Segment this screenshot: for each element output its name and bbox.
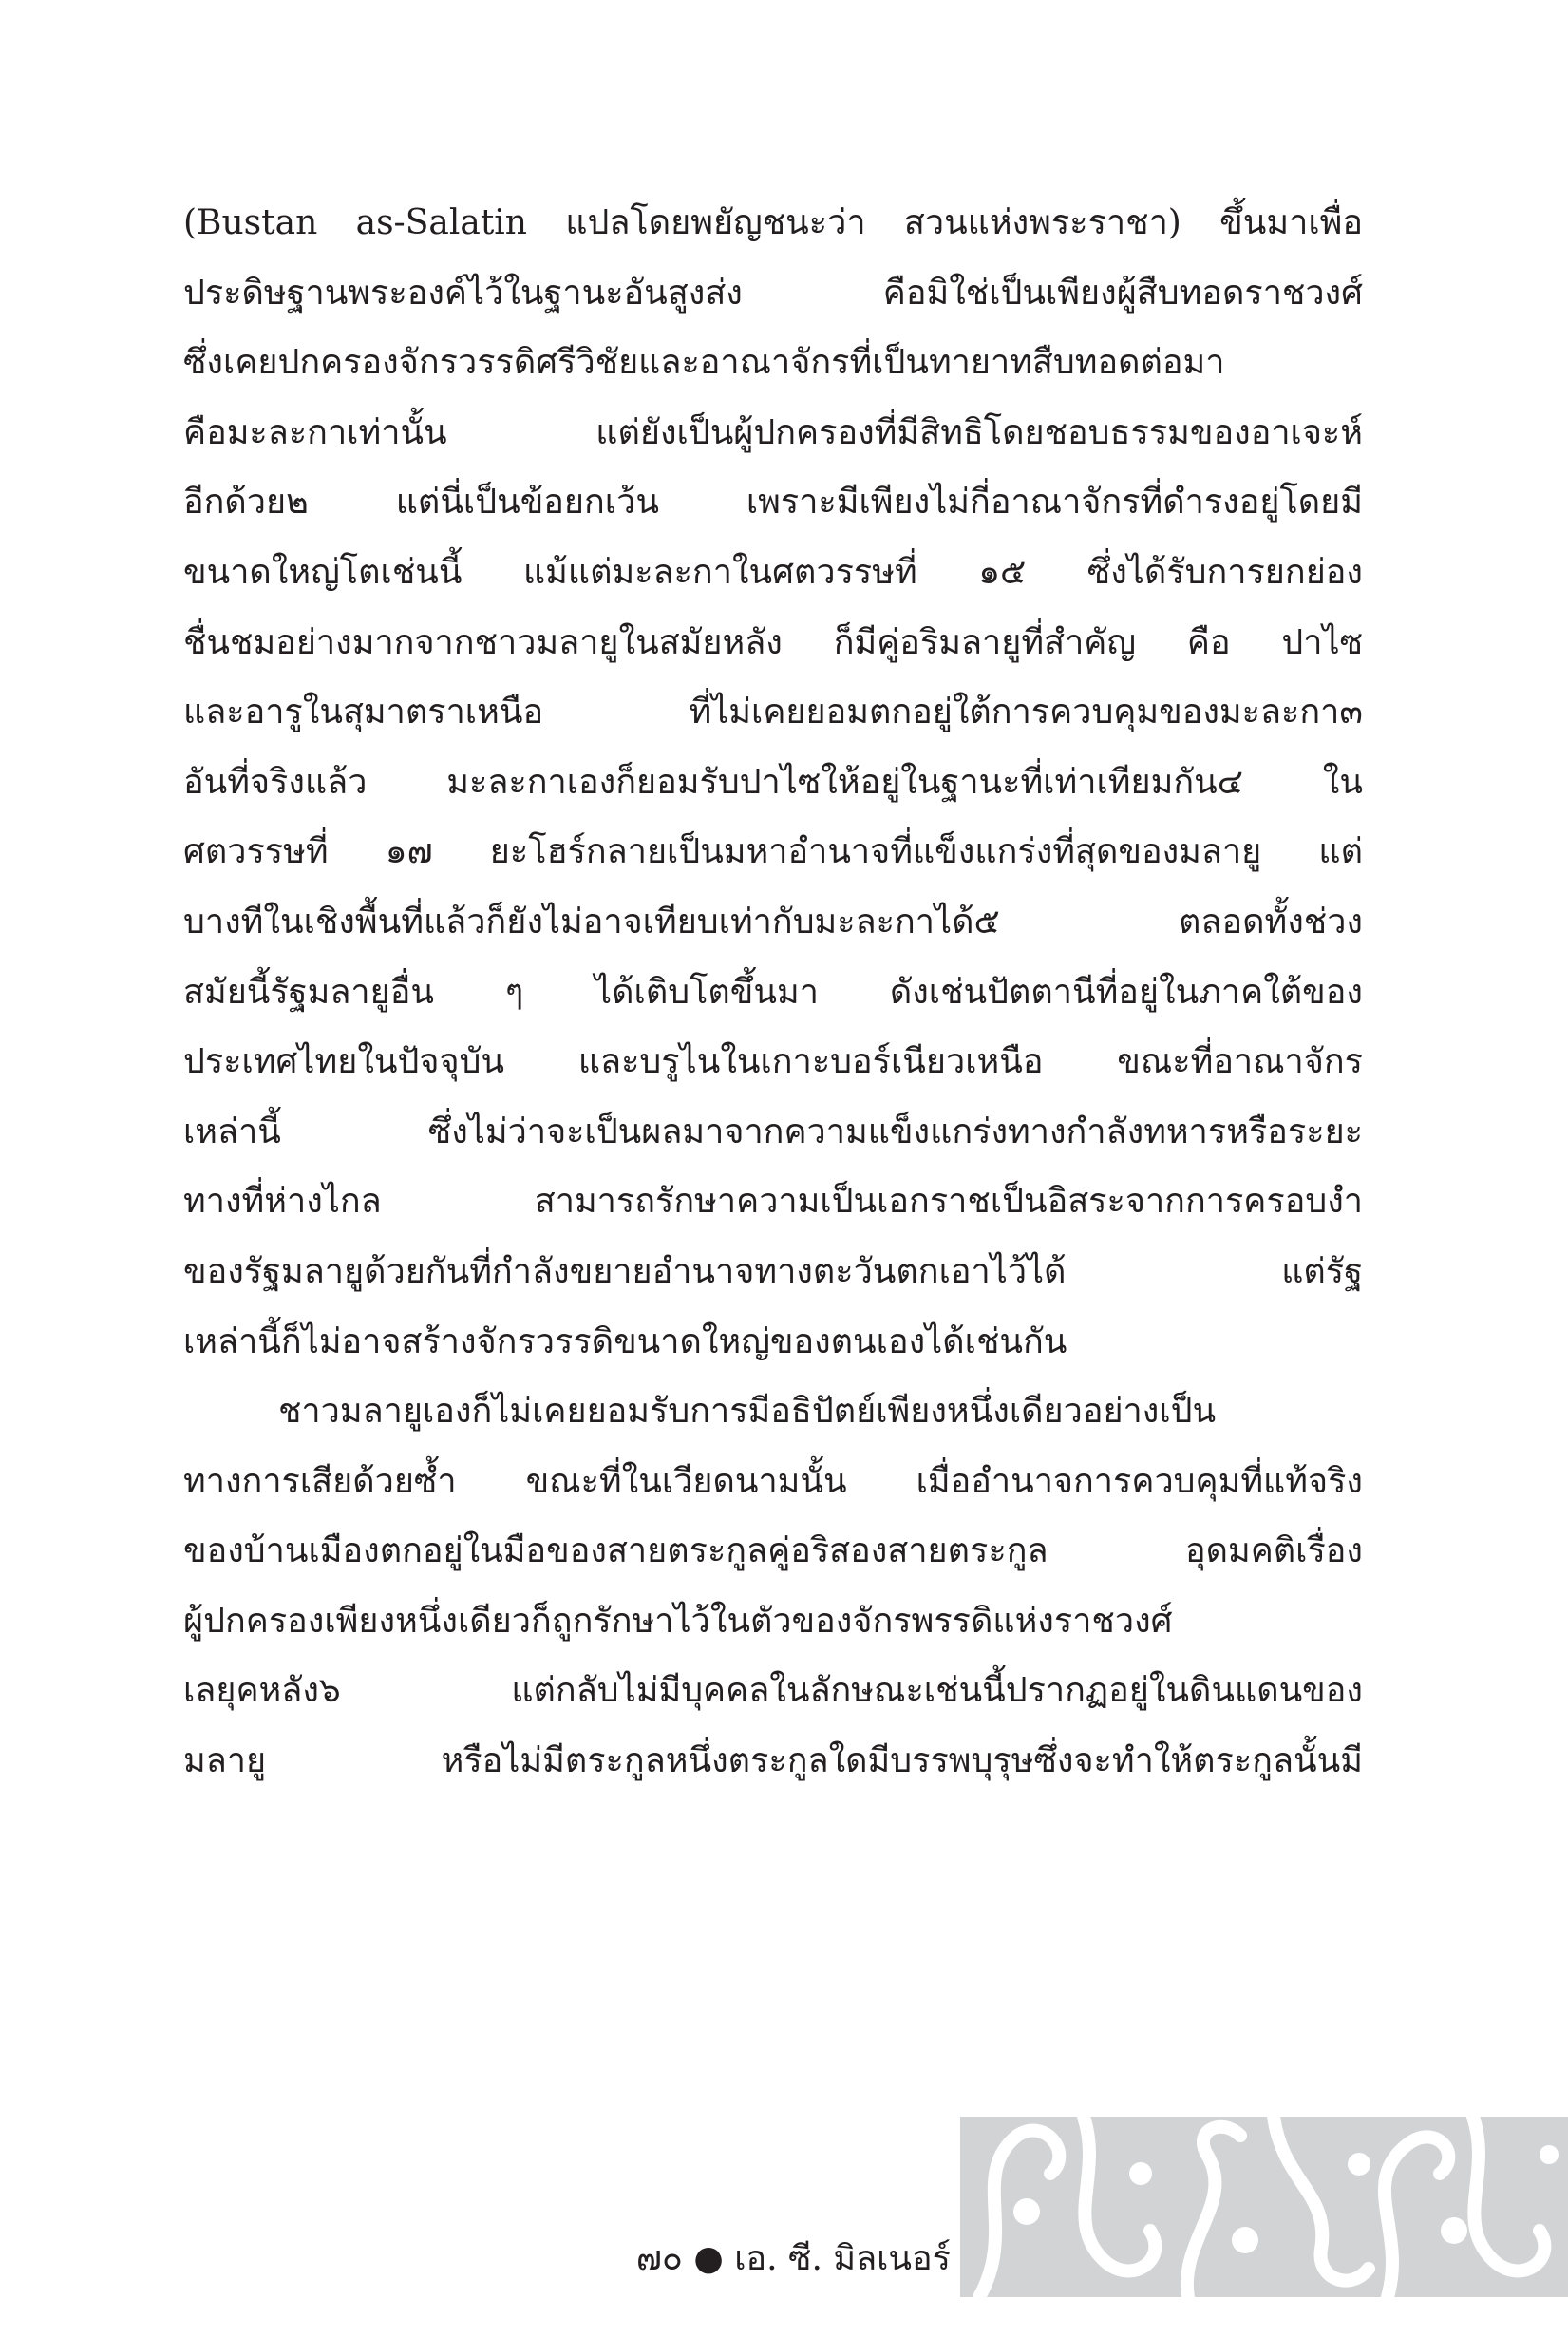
- text-line: อันที่จริงแล้ว มะละกาเองก็ยอมรับปาไซให้อยู่ในฐานะที่เท่าเทียมกัน๔ ใน: [183, 762, 1363, 802]
- text-line: คือมะละกาเท่านั้น แต่ยังเป็นผู้ปกครองที่มีสิทธิโดยชอบธรรมของอาเจะห์: [183, 412, 1363, 452]
- text-line: เหล่านี้ ซึ่งไม่ว่าจะเป็นผลมาจากความแข็งแกร่งทางกำลังทหารหรือระยะ: [183, 1112, 1363, 1151]
- text-line: ชื่นชมอย่างมากจากชาวมลายูในสมัยหลัง ก็มีคู่อริมลายูที่สำคัญ คือ ปาไซ: [183, 622, 1363, 662]
- bullet-icon: ●: [693, 2239, 724, 2278]
- paragraph: [183, 188, 1363, 1377]
- text-line: ของรัฐมลายูด้วยกันที่กำลังขยายอำนาจทางตะวันตกเอาไว้ได้ แต่รัฐ: [183, 1251, 1363, 1291]
- author-name: เอ. ซี. มิลเนอร์: [734, 2239, 951, 2278]
- text-line: (Bustan as-Salatin แปลโดยพยัญชนะว่า สวนแห่งพระราชา) ขึ้นมาเพื่อ: [183, 203, 1363, 242]
- text-line: ผู้ปกครองเพียงหนึ่งเดียวก็ถูกรักษาไว้ในตัวของจักรพรรดิแห่งราชวงศ์: [183, 1601, 1173, 1641]
- body-text: [183, 188, 1363, 1796]
- text-line: ประเทศไทยในปัจจุบัน และบรูไนในเกาะบอร์เนียวเหนือ ขณะที่อาณาจักร: [183, 1042, 1363, 1082]
- text-line: อีกด้วย๒ แต่นี่เป็นข้อยกเว้น เพราะมีเพียงไม่กี่อาณาจักรที่ดำรงอยู่โดยมี: [183, 483, 1363, 523]
- text-line: และอารูในสุมาตราเหนือ ที่ไม่เคยยอมตกอยู่ใต้การควบคุมของมะละกา๓: [183, 693, 1363, 732]
- text-line: ประดิษฐานพระองค์ไว้ในฐานะอันสูงส่ง คือมิใช่เป็นเพียงผู้สืบทอดราชวงศ์: [183, 273, 1363, 313]
- page-number: ๗๐: [635, 2239, 683, 2278]
- page-footer: [636, 2238, 951, 2280]
- floral-scroll-icon: [960, 2117, 1568, 2297]
- text-line: เหล่านี้ก็ไม่อาจสร้างจักรวรรดิขนาดใหญ่ของตนเองได้เช่นกัน: [183, 1321, 1067, 1361]
- text-line: มลายู หรือไม่มีตระกูลหนึ่งตระกูลใดมีบรรพบุรุษซึ่งจะทำให้ตระกูลนั้นมี: [183, 1741, 1363, 1781]
- text-line: บางทีในเชิงพื้นที่แล้วก็ยังไม่อาจเทียบเท่ากับมะละกาได้๕ ตลอดทั้งช่วง: [183, 902, 1363, 941]
- decorative-ornament: [960, 2117, 1568, 2297]
- text-line: ศตวรรษที่ ๑๗ ยะโฮร์กลายเป็นมหาอำนาจที่แข็งแกร่งที่สุดของมลายู แต่: [183, 832, 1363, 872]
- text-line: ซึ่งเคยปกครองจักรวรรดิศรีวิชัยและอาณาจักรที่เป็นทายาทสืบทอดต่อมา: [183, 343, 1225, 383]
- text-line: ขนาดใหญ่โตเช่นนี้ แม้แต่มะละกาในศตวรรษที่ ๑๕ ซึ่งได้รับการยกย่อง: [183, 552, 1363, 592]
- text-line: ทางการเสียด้วยซ้ำ ขณะที่ในเวียดนามนั้น เมื่ออำนาจการควบคุมที่แท้จริง: [183, 1461, 1363, 1501]
- paragraph: [183, 1377, 1363, 1796]
- text-line: ทางที่ห่างไกล สามารถรักษาความเป็นเอกราชเป็นอิสระจากการครอบงำ: [183, 1182, 1363, 1222]
- text-line: เลยุคหลัง๖ แต่กลับไม่มีบุคคลในลักษณะเช่นนี้ปรากฏอยู่ในดินแดนของ: [183, 1671, 1363, 1711]
- text-line: สมัยนี้รัฐมลายูอื่น ๆ ได้เติบโตขึ้นมา ดังเช่นปัตตานีที่อยู่ในภาคใต้ของ: [183, 972, 1363, 1012]
- text-line: ของบ้านเมืองตกอยู่ในมือของสายตระกูลคู่อริสองสายตระกูล อุดมคติเรื่อง: [183, 1531, 1363, 1571]
- text-line: ชาวมลายูเองก็ไม่เคยยอมรับการมีอธิปัตย์เพียงหนึ่งเดียวอย่างเป็น: [278, 1392, 1217, 1432]
